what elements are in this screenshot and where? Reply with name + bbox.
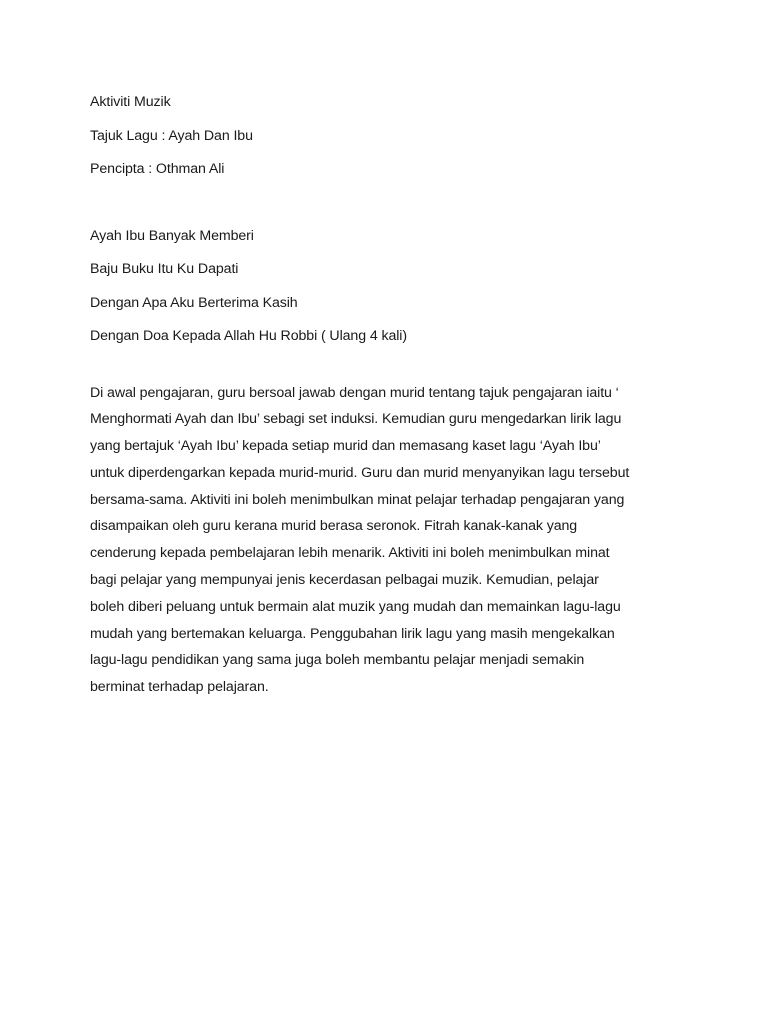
paragraph-line: yang bertajuk ‘Ayah Ibu’ kepada setiap murid dan memasang kaset lagu ‘Ayah Ibu’ [90,438,601,455]
document-body [90,91,680,701]
lyric-line: Ayah Ibu Banyak Memberi [90,227,254,244]
paragraph-line: berminat terhadap pelajaran. [90,679,269,696]
paragraph-line: Menghormati Ayah dan Ibu’ sebagi set induksi. Kemudian guru mengedarkan lirik lagu [90,411,622,428]
section-spacer [90,359,680,380]
paragraph-line: boleh diberi peluang untuk bermain alat muzik yang mudah dan memainkan lagu-lagu [90,598,621,615]
paragraph-line: bagi pelajar yang mempunyai jenis kecerdasan pelbagai muzik. Kemudian, pelajar [90,572,599,589]
composer-line: Pencipta : Othman Ali [90,161,225,177]
lyric-line: Dengan Apa Aku Berterima Kasih [90,294,298,311]
section-spacer [90,192,680,225]
paragraph-line: Di awal pengajaran, guru bersoal jawab dengan murid tentang tajuk pengajaran iaitu ‘ [90,384,619,401]
body-paragraph [90,380,680,702]
lyric-line: Dengan Doa Kepada Allah Hu Robbi ( Ulang 4 kali) [90,328,407,344]
song-title: Tajuk Lagu : Ayah Dan Ibu [90,127,253,144]
paragraph-line: bersama-sama. Aktiviti ini boleh menimbulkan minat pelajar terhadap pengajaran yang [90,491,625,508]
paragraph-line: mudah yang bertemakan keluarga. Penggubahan lirik lagu yang masih mengekalkan [90,625,615,642]
lyric-line: Baju Buku Itu Ku Dapati [90,261,239,277]
paragraph-line: cenderung kepada pembelajaran lebih menarik. Aktiviti ini boleh menimbulkan minat [90,545,610,562]
paragraph-line: untuk diperdengarkan kepada murid-murid. Guru dan murid menyanyikan lagu tersebut [90,464,630,481]
activity-title: Aktiviti Muzik [90,94,171,110]
paragraph-line: disampaikan oleh guru kerana murid berasa seronok. Fitrah kanak-kanak yang [90,518,578,535]
paragraph-line: lagu-lagu pendidikan yang sama juga boleh membantu pelajar menjadi semakin [90,652,585,669]
